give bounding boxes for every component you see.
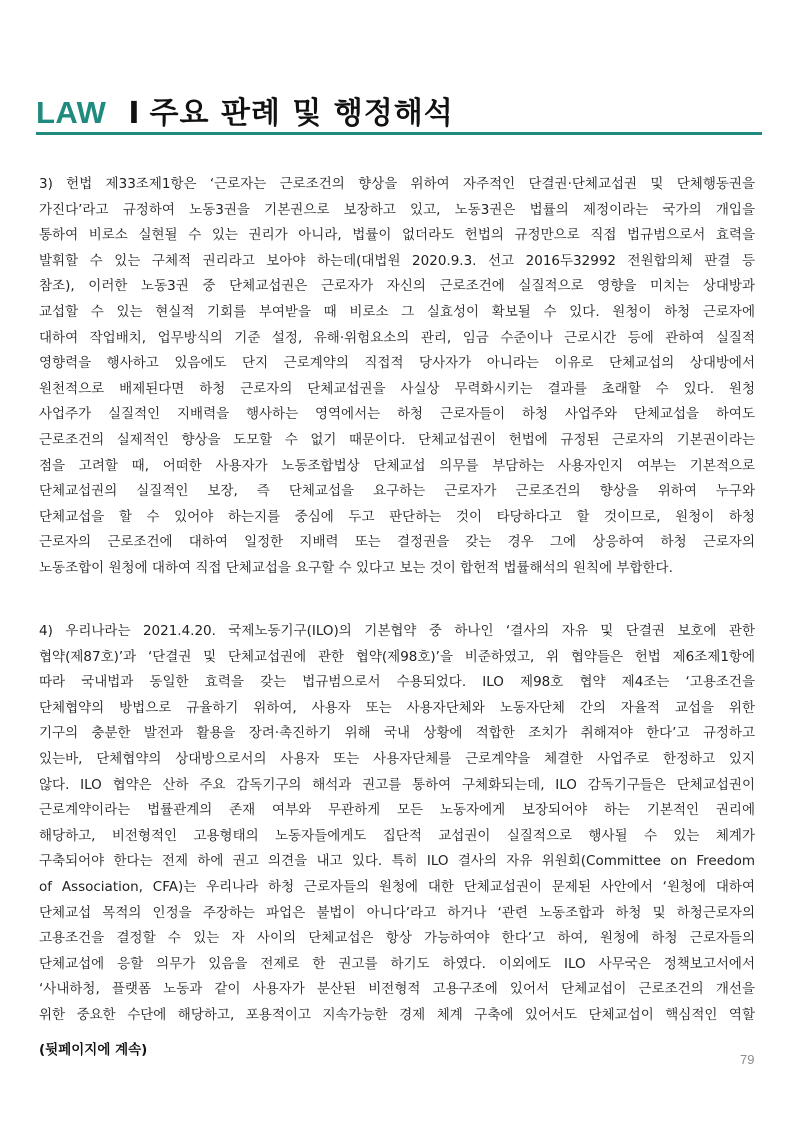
text-line: 발휘할 수 있는 구체적 권리라고 보아야 하는데(대법원 2020.9.3. 선고 2016두32992 전원합의체 판결 등 [39,252,755,269]
text-line: 근로조건의 실제적인 향상을 도모할 수 없기 때문이다. 단체교섭권이 헌법에 규정된 근로자의 기본권이라는 [39,431,755,448]
text-line: 원천적으로 배제된다면 하청 근로자의 단체교섭권을 사실상 무력화시키는 결과를 초래할 수 있다. 원청 [39,380,755,397]
text-line: 단체교섭 목적의 인정을 주장하는 파업은 불법이 아니다’라고 하거나 ‘관련 노동조합과 하청 및 하청근로자의 [39,904,755,921]
paragraph-3 [39,172,755,582]
text-line: 사업주가 실질적인 지배력을 행사하는 영역에서는 하청 근로자들이 하청 사업주와 단체교섭을 하여도 [39,406,755,423]
text-line: 3) 헌법 제33조제1항은 ‘근로자는 근로조건의 향상을 위하여 자주적인 단결권·단체교섭권 및 단체행동권을 [39,176,755,192]
text-line: 기구의 충분한 발전과 활용을 장려·촉진하기 위해 국내 상황에 적합한 조치가 취해져야 한다’고 규정하고 [39,725,755,742]
header-separator: I [128,96,140,131]
text-line: 않다. ILO 협약은 산하 주요 감독기구의 해석과 권고를 통하여 구체화되는데, ILO 감독기구들은 단체교섭권이 [39,776,755,793]
text-line: of Association, CFA)는 우리나라 하청 근로자들의 원청에 대한 단체교섭권이 문제된 사안에서 ‘원청에 대하여 [39,878,755,895]
text-line: 단체교섭권의 실질적인 보장, 즉 단체교섭을 요구하는 근로자가 근로조건의 향상을 위하여 누구와 [39,483,755,500]
page-title: 주요 판례 및 행정해석 [149,96,454,131]
text-line: 단체교섭을 할 수 있어야 하는지를 중심에 두고 판단하는 것이 타당하다고 할 것이므로, 원청이 하청 [39,508,755,525]
page-number: 79 [740,1052,755,1067]
text-line: ‘사내하청, 플랫폼 노동과 같이 사용자가 분산된 비전형적 고용구조에 있어서 단체교섭이 근로조건의 개선을 [39,981,755,998]
text-line: 노동조합이 원청에 대하여 직접 단체교섭을 요구할 수 있다고 보는 것이 합헌적 법률해석의 원칙에 부합한다. [39,559,673,576]
text-line: 협약(제87호)’과 ‘단결권 및 단체교섭권에 관한 협약(제98호)’을 비준하였고, 위 협약들은 헌법 제6조제1항에 [39,648,755,665]
continued-note: (뒷페이지에 계속) [39,1042,148,1058]
text-line: 4) 우리나라는 2021.4.20. 국제노동기구(ILO)의 기본협약 중 하나인 ‘결사의 자유 및 단결권 보호에 관한 [39,623,755,639]
text-line: 따라 국내법과 동일한 효력을 갖는 법규범으로서 수용되었다. ILO 제98호 협약 제4조는 ‘고용조건을 [39,674,755,691]
text-line: 근로계약이라는 법률관계의 존재 여부와 무관하게 모든 노동자에게 보장되어야 하는 기본적인 권리에 [39,802,755,819]
header-rule [36,132,762,135]
text-line: 교섭할 수 있는 현실적 기회를 부여받을 때 비로소 그 실효성이 확보될 수 있다. 원청이 하청 근로자에 [39,303,755,320]
section-brand: LAW [36,95,107,130]
text-line: 단체교섭에 응할 의무가 있음을 전제로 한 권고를 하기도 하였다. 이외에도 ILO 사무국은 정책보고서에서 [39,955,755,972]
text-line: 점을 고려할 때, 어떠한 사용자가 노동조합법상 단체교섭 의무를 부담하는 사용자인지 여부는 기본적으로 [39,457,755,474]
paragraph-4 [39,619,755,1029]
text-line: 있는바, 단체협약의 상대방으로서의 사용자 또는 사용자단체를 근로계약을 체결한 사업주로 한정하고 있지 [39,750,755,767]
text-line: 근로자의 근로조건에 대하여 일정한 지배력 또는 결정권을 갖는 경우 그에 상응하여 하청 근로자의 [39,534,755,551]
text-line: 해당하고, 비전형적인 고용형태의 노동자들에게도 집단적 교섭권이 실질적으로 행사될 수 있는 체계가 [39,827,755,844]
text-line: 구축되어야 한다는 전제 하에 권고 의견을 내고 있다. 특히 ILO 결사의 자유 위원회(Committee on Freedom [39,853,755,870]
page-header [36,88,454,132]
text-line: 영향력을 행사하고 있음에도 단지 근로계약의 직접적 당사자가 아니라는 이유로 단체교섭의 상대방에서 [39,355,755,372]
text-line: 단체협약의 방법으로 규율하기 위하여, 사용자 또는 사용자단체와 노동자단체 간의 자율적 교섭을 위한 [39,699,755,716]
text-line: 통하여 비로소 실현될 수 있는 권리가 아니라, 법률이 없더라도 헌법의 규정만으로 직접 법규범으로서 효력을 [39,227,755,244]
text-line: 가진다’라고 규정하여 노동3권을 기본권으로 보장하고 있고, 노동3권은 법률의 제정이라는 국가의 개입을 [39,201,755,218]
text-line: 참조), 이러한 노동3권 중 단체교섭권은 근로자가 자신의 근로조건에 실질적으로 영향을 미치는 상대방과 [39,278,755,295]
text-line: 대하여 작업배치, 업무방식의 기준 설정, 유해·위험요소의 관리, 임금 수준이나 근로시간 등에 관하여 실질적 [39,329,755,346]
text-line: 위한 중요한 수단에 해당하고, 포용적이고 지속가능한 경제 체계 구축에 있어서도 단체교섭이 핵심적인 역할 [39,1006,755,1023]
text-line: 고용조건을 결정할 수 있는 자 사이의 단체교섭은 항상 가능하여야 한다’고 하여, 원청에 하청 근로자들의 [39,930,755,947]
